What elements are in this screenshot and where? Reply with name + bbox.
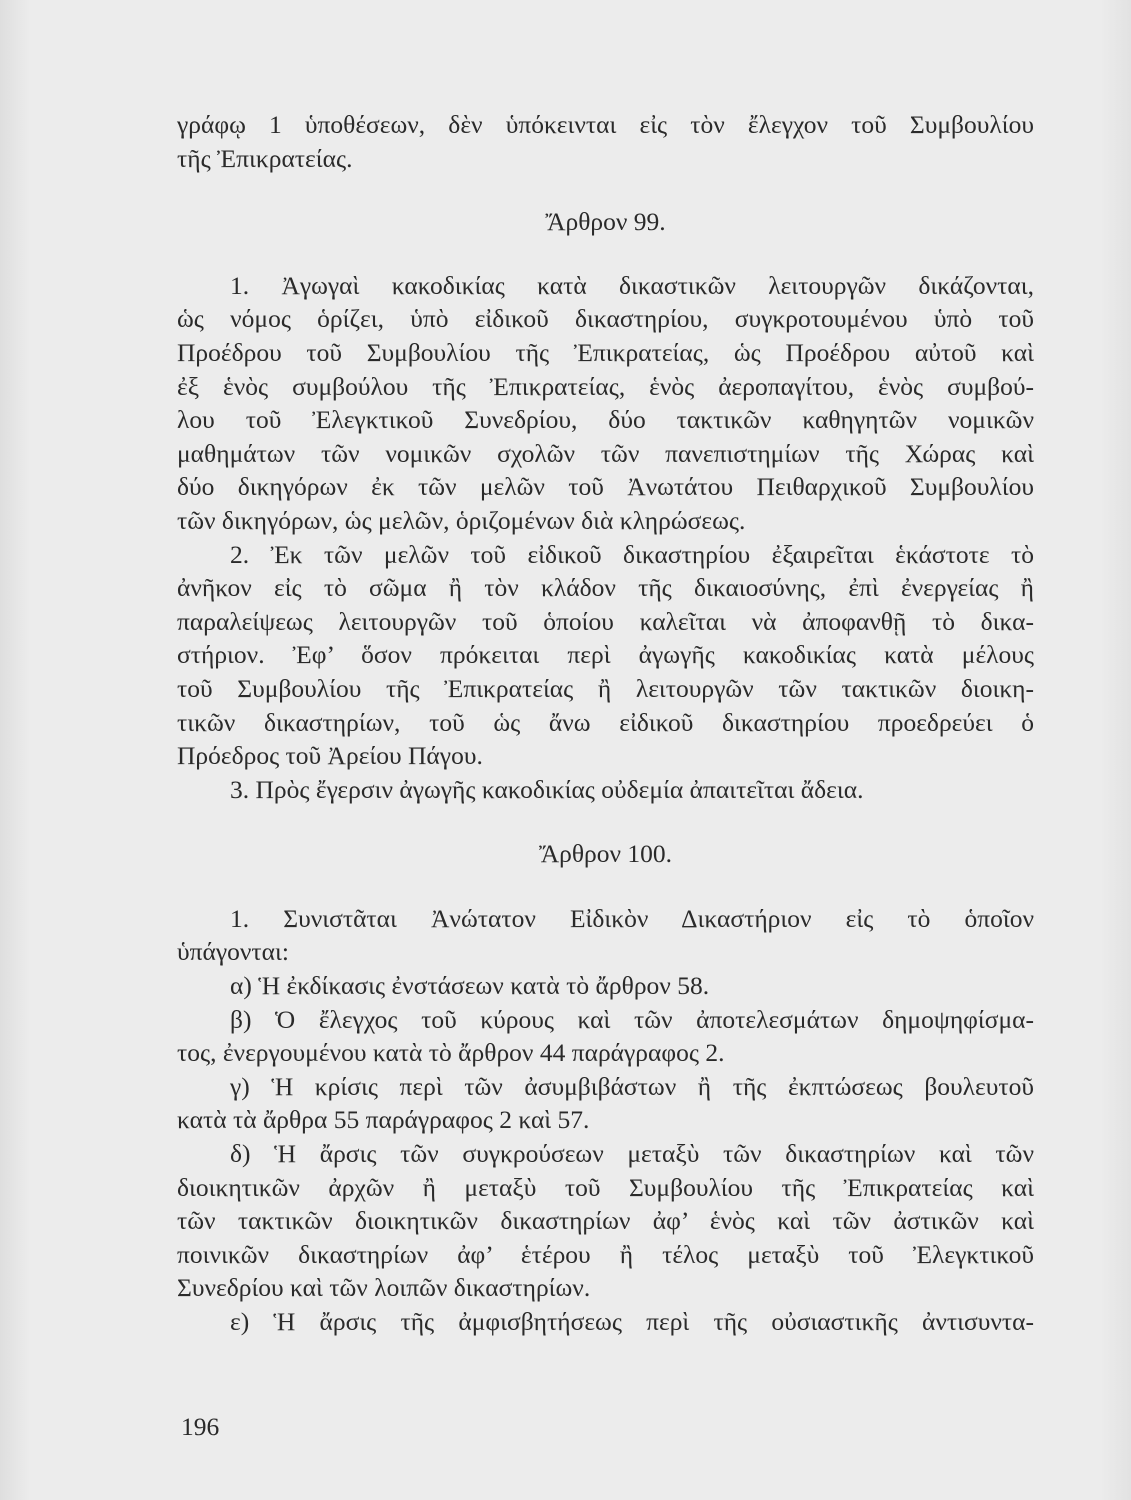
text-line: ὑπάγονται: — [177, 937, 289, 967]
text-line: τικῶν δικαστηρίων, τοῦ ὡς ἄνω εἰδικοῦ δικαστηρίου προεδρεύει ὁ — [177, 707, 1034, 737]
text-line: 3. Πρὸς ἔγερσιν ἀγωγῆς κακοδικίας οὐδεμία ἀπαιτεῖται ἄδεια. — [230, 774, 864, 804]
text-line: διοικητικῶν ἀρχῶν ἢ μεταξὺ τοῦ Συμβουλίου τῆς Ἐπικρατείας καὶ — [177, 1172, 1034, 1202]
text-line: τος, ἐνεργουμένου κατὰ τὸ ἄρθρον 44 παράγραφος 2. — [177, 1038, 725, 1068]
article-100-heading: Ἄρθρον 100. — [538, 839, 673, 869]
text-line: παραλείψεως λειτουργῶν τοῦ ὁποίου καλεῖται νὰ ἀποφανθῇ τὸ δικα- — [177, 606, 1034, 636]
text-line: 1. Ἀγωγαὶ κακοδικίας κατὰ δικαστικῶν λειτουργῶν δικάζονται, — [230, 270, 1034, 300]
text-line: κατὰ τὰ ἄρθρα 55 παράγραφος 2 καὶ 57. — [177, 1105, 590, 1135]
text-line: λου τοῦ Ἐλεγκτικοῦ Συνεδρίου, δύο τακτικῶν καθηγητῶν νομικῶν — [177, 405, 1034, 435]
text-line: 1. Συνιστᾶται Ἀνώτατον Εἰδικὸν Δικαστήριον εἰς τὸ ὁποῖον — [230, 903, 1034, 933]
text-line: τῆς Ἐπικρατείας. — [177, 143, 353, 173]
text-line: ὡς νόμος ὁρίζει, ὑπὸ εἰδικοῦ δικαστηρίου, συγκροτουμένου ὑπὸ τοῦ — [177, 304, 1034, 334]
text-line: Προέδρου τοῦ Συμβουλίου τῆς Ἐπικρατείας, ὡς Προέδρου αὐτοῦ καὶ — [177, 337, 1034, 367]
text-line: γράφῳ 1 ὑποθέσεων, δὲν ὑπόκεινται εἰς τὸν ἔλεγχον τοῦ Συμβουλίου — [177, 110, 1034, 139]
article-99-heading: Ἄρθρον 99. — [545, 207, 666, 237]
document-body — [177, 108, 1034, 1339]
text-line: 2. Ἐκ τῶν μελῶν τοῦ εἰδικοῦ δικαστηρίου ἐξαιρεῖται ἑκάστοτε τὸ — [230, 539, 1034, 569]
text-line: τῶν τακτικῶν διοικητικῶν δικαστηρίων ἀφ’ ἑνὸς καὶ τῶν ἀστικῶν καὶ — [177, 1206, 1034, 1236]
text-line: α) Ἡ ἐκδίκασις ἐνστάσεων κατὰ τὸ ἄρθρον 58. — [230, 971, 710, 1001]
text-line: Πρόεδρος τοῦ Ἀρείου Πάγου. — [177, 741, 483, 771]
text-line: ἐξ ἑνὸς συμβούλου τῆς Ἐπικρατείας, ἑνὸς ἀεροπαγίτου, ἑνὸς συμβού- — [177, 371, 1034, 401]
text-line: δύο δικηγόρων ἐκ τῶν μελῶν τοῦ Ἀνωτάτου Πειθαρχικοῦ Συμβουλίου — [177, 472, 1034, 502]
text-line: δ) Ἡ ἄρσις τῶν συγκρούσεων μεταξὺ τῶν δικαστηρίων καὶ τῶν — [230, 1139, 1034, 1169]
text-line: Συνεδρίου καὶ τῶν λοιπῶν δικαστηρίων. — [177, 1273, 591, 1303]
text-line: τοῦ Συμβουλίου τῆς Ἐπικρατείας ἢ λειτουργῶν τῶν τακτικῶν διοικη- — [177, 673, 1034, 703]
text-line: γ) Ἡ κρίσις περὶ τῶν ἀσυμβιβάστων ἢ τῆς ἐκπτώσεως βουλευτοῦ — [230, 1071, 1034, 1101]
text-line: β) Ὁ ἔλεγχος τοῦ κύρους καὶ τῶν ἀποτελεσμάτων δημοψηφίσμα- — [230, 1004, 1034, 1034]
text-line: ποινικῶν δικαστηρίων ἀφ’ ἑτέρου ἢ τέλος μεταξὺ τοῦ Ἐλεγκτικοῦ — [177, 1239, 1034, 1269]
text-line: μαθημάτων τῶν νομικῶν σχολῶν τῶν πανεπιστημίων τῆς Χώρας καὶ — [177, 438, 1034, 468]
text-line: ἀνῆκον εἰς τὸ σῶμα ἢ τὸν κλάδον τῆς δικαιοσύνης, ἐπὶ ἐνεργείας ἢ — [177, 573, 1034, 603]
page-number: 196 — [181, 1412, 220, 1441]
text-line: στήριον. Ἐφ’ ὅσον πρόκειται περὶ ἀγωγῆς κακοδικίας κατὰ μέλους — [177, 640, 1034, 670]
text-line: ε) Ἡ ἄρσις τῆς ἀμφισβητήσεως περὶ τῆς οὐσιαστικῆς ἀντισυντα- — [230, 1307, 1034, 1336]
text-line: τῶν δικηγόρων, ὡς μελῶν, ὁριζομένων διὰ κληρώσεως. — [177, 505, 746, 535]
